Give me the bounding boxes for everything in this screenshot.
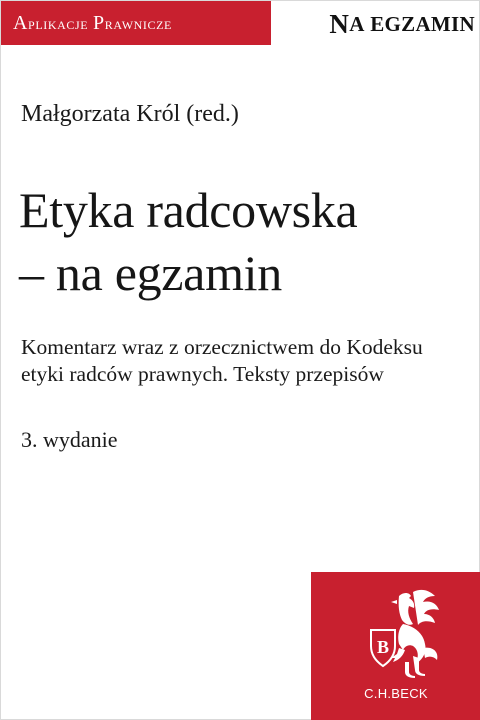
series-band [1, 1, 271, 45]
publisher-logo-letter: B [376, 637, 390, 657]
publisher-name: C.H.BECK [364, 686, 428, 701]
exam-tag-part2: EGZAMIN [370, 11, 475, 36]
griffin-logo-icon [369, 586, 445, 682]
exam-tag [283, 3, 475, 45]
subtitle-line-1: Komentarz wraz z orzecznictwem do Kodeksu [21, 335, 423, 359]
series-label-rest-1: plikacje [28, 13, 89, 33]
exam-tag-initial: N [329, 8, 350, 39]
subtitle-line-2: etyki radców prawnych. Teksty przepisów [21, 362, 384, 386]
book-title-line-2: – na egzamin [19, 245, 282, 301]
publisher-block [311, 572, 480, 720]
author-name: Małgorzata Król (red.) [21, 101, 239, 127]
series-label-initial-1: A [13, 11, 29, 34]
series-label [13, 12, 172, 35]
edition-label: 3. wydanie [21, 427, 118, 452]
series-label-initial-2: P [93, 11, 105, 34]
series-label-rest-2: rawnicze [104, 13, 172, 33]
book-title-line-1: Etyka radcowska [19, 182, 358, 238]
exam-tag-part1: A [349, 11, 365, 36]
book-subtitle [21, 334, 461, 388]
